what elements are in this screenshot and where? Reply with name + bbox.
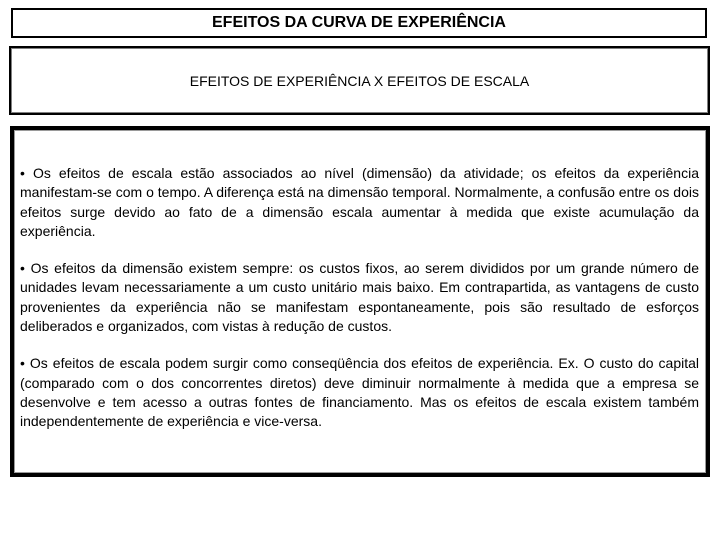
bullet-paragraph-3: • Os efeitos de escala podem surgir como conseqüência dos efeitos de experiência. Ex. O custo do capital (comparado com o dos concorrentes diretos) deve diminuir normalmente à medida que a empresa se desenvolve e tem acesso a outras fontes de financiamento. Mas os efeitos de escala existem também independentemente de experiência e vice-versa. — [20, 355, 699, 430]
page-title: EFEITOS DA CURVA DE EXPERIÊNCIA — [212, 14, 506, 31]
subtitle-box — [9, 46, 710, 115]
content-box — [10, 126, 710, 477]
page-subtitle: EFEITOS DE EXPERIÊNCIA X EFEITOS DE ESCALA — [189, 72, 530, 89]
bullet-paragraph-1: • Os efeitos de escala estão associados ao nível (dimensão) da atividade; os efeitos da experiência manifestam-se com o tempo. A diferença está na dimensão temporal. Normalmente, a confusão entre os dois efeitos surge devido ao fato de a dimensão escala aumentar à medida que existe acumulação da experiência. — [20, 165, 699, 239]
title-box — [11, 8, 707, 38]
bullet-paragraph-2: • Os efeitos da dimensão existem sempre: os custos fixos, ao serem divididos por um grande número de unidades levam necessariamente a um custo unitário mais baixo. Em contrapartida, as vantagens de custo provenientes da experiência não se manifestam espontaneamente, pois são resultado de esforços deliberados e organizados, com vistas à redução de custos. — [20, 260, 699, 335]
